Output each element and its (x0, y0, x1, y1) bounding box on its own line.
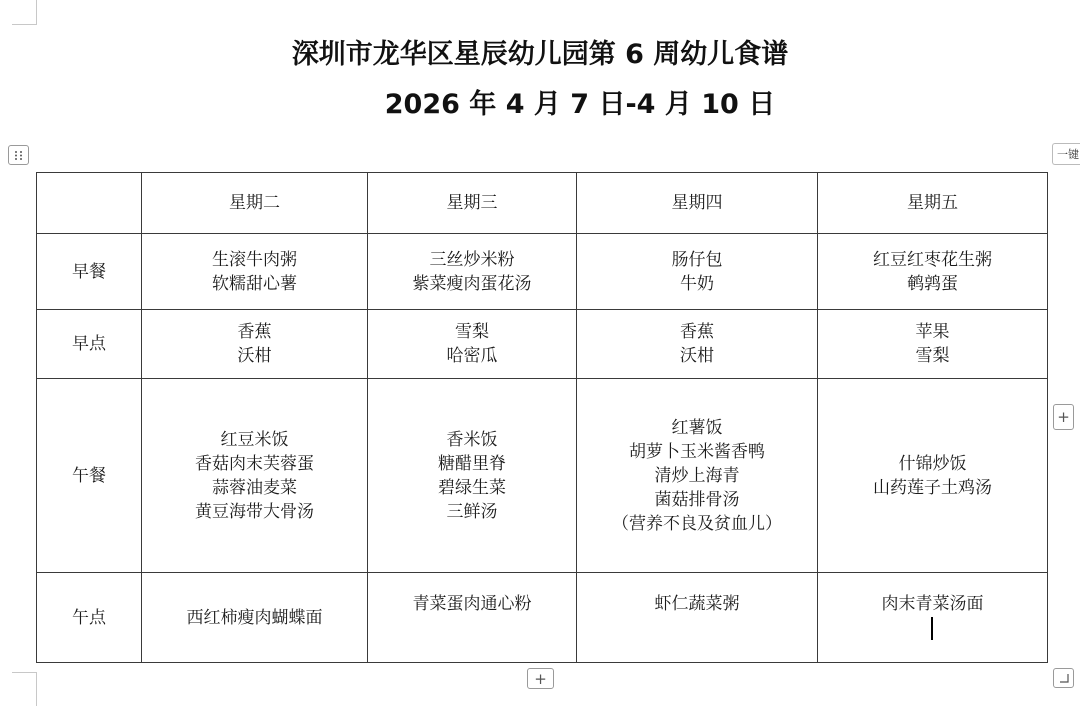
menu-cell[interactable] (368, 310, 577, 379)
meal-label-cell[interactable]: 午餐 (37, 379, 142, 573)
dish-line: 蒜蓉油麦菜 (212, 477, 297, 498)
dish-line: 西红柿瘦肉蝴蝶面 (186, 607, 323, 628)
add-row-button[interactable]: + (527, 668, 554, 689)
dish-line: 肉末青菜汤面 (881, 594, 984, 614)
dish-line: 青菜蛋肉通心粉 (412, 594, 532, 614)
page-corner-mark (36, 0, 37, 24)
dish-line: 香蕉 (680, 322, 714, 342)
menu-cell[interactable] (577, 234, 818, 310)
dish-note-line: （营养不良及贫血儿） (612, 513, 782, 534)
menu-cell[interactable] (368, 573, 577, 663)
dish-line: 什锦炒饭 (898, 453, 967, 474)
table-row-breakfast (37, 234, 1048, 310)
dish-line: 苹果 (915, 322, 950, 342)
dish-line: 香蕉 (237, 322, 272, 342)
menu-cell[interactable] (818, 234, 1048, 310)
header-cell-empty[interactable] (37, 173, 142, 234)
dish-line: 哈密瓜 (446, 346, 498, 366)
menu-cell[interactable] (142, 310, 368, 379)
menu-cell[interactable] (818, 379, 1048, 573)
menu-cell[interactable] (368, 379, 577, 573)
dish-line: 牛奶 (680, 273, 714, 294)
header-cell-wednesday[interactable]: 星期三 (368, 173, 577, 234)
grip-icon (14, 150, 23, 161)
table-row-morning-snack (37, 310, 1048, 379)
page-corner-mark (12, 672, 37, 673)
meal-label-cell[interactable]: 午点 (37, 573, 142, 663)
table-row-afternoon-snack (37, 573, 1048, 663)
table-row-lunch (37, 379, 1048, 573)
dish-line: 胡萝卜玉米酱香鸭 (629, 441, 765, 462)
menu-cell[interactable] (368, 234, 577, 310)
dish-line: 山药莲子土鸡汤 (873, 477, 992, 498)
dish-line: 红豆米饭 (220, 429, 289, 450)
dish-line: 生滚牛肉粥 (212, 249, 297, 270)
dish-line: 雪梨 (455, 322, 489, 342)
header-cell-thursday[interactable]: 星期四 (577, 173, 818, 234)
table-move-handle-icon[interactable] (8, 145, 29, 165)
meal-label-cell[interactable]: 早餐 (37, 234, 142, 310)
resize-corner-icon (1059, 673, 1069, 683)
dish-line: 香菇肉末芙蓉蛋 (195, 453, 314, 474)
dish-line: 香米饭 (446, 429, 498, 450)
document-subtitle: 2026 年 4 月 7 日-4 月 10 日 (384, 89, 776, 120)
dish-line: 沃柑 (680, 346, 714, 366)
menu-table (36, 172, 1048, 663)
menu-cell[interactable] (577, 310, 818, 379)
table-header-row (37, 173, 1048, 234)
dish-line: 红薯饭 (671, 417, 723, 438)
dish-line: 雪梨 (915, 346, 950, 366)
dish-line: 虾仁蔬菜粥 (654, 594, 740, 614)
meal-label-cell[interactable]: 早点 (37, 310, 142, 379)
text-cursor (931, 617, 933, 640)
menu-cell[interactable] (577, 379, 818, 573)
dish-line: 三丝炒米粉 (429, 249, 515, 270)
dish-line: 肠仔包 (671, 249, 723, 270)
header-cell-tuesday[interactable]: 星期二 (142, 173, 368, 234)
menu-cell[interactable] (142, 573, 368, 663)
dish-line: 清炒上海青 (654, 465, 740, 486)
dish-line: 紫菜瘦肉蛋花汤 (412, 273, 532, 294)
menu-cell[interactable] (818, 310, 1048, 379)
dish-line: 三鲜汤 (446, 501, 498, 522)
dish-line: 碧绿生菜 (438, 477, 506, 498)
menu-cell[interactable] (142, 379, 368, 573)
dish-line: 菌菇排骨汤 (654, 489, 740, 510)
add-column-button[interactable]: + (1053, 404, 1074, 430)
table-resize-handle-icon[interactable] (1053, 668, 1074, 688)
dish-line: 红豆红枣花生粥 (873, 249, 992, 270)
side-panel-tab[interactable]: 一键 (1052, 143, 1080, 165)
page-corner-mark (36, 672, 37, 706)
menu-cell[interactable] (577, 573, 818, 663)
page-corner-mark (12, 24, 37, 25)
dish-line: 黄豆海带大骨汤 (195, 501, 314, 522)
dish-line: 沃柑 (237, 346, 272, 366)
menu-cell[interactable] (142, 234, 368, 310)
dish-line: 鹌鹑蛋 (907, 273, 958, 294)
document-title: 深圳市龙华区星辰幼儿园第 6 周幼儿食谱 (291, 39, 789, 70)
dish-line: 糖醋里脊 (438, 453, 506, 474)
dish-line: 软糯甜心薯 (212, 273, 297, 294)
header-cell-friday[interactable]: 星期五 (818, 173, 1048, 234)
